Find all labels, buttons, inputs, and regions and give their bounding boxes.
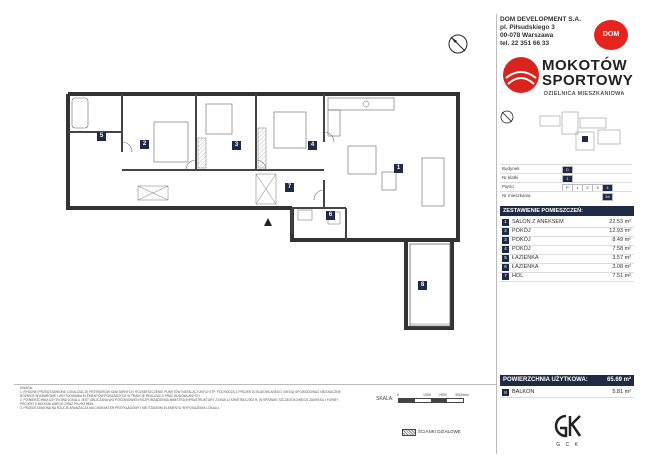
north-compass-icon <box>447 33 469 55</box>
room-name: ŁAZIENKA <box>512 264 539 270</box>
info-cell: 2 <box>582 184 593 192</box>
brand-logo <box>500 54 640 104</box>
room-name: HOL <box>512 273 524 279</box>
room-num: 7 <box>502 273 509 280</box>
key-plan <box>536 108 630 156</box>
vertical-divider <box>496 14 497 454</box>
dom-logo: DOM <box>594 20 628 50</box>
room-num: 4 <box>502 246 509 253</box>
info-label: Nr mieszkania <box>502 193 531 198</box>
info-cell: D <box>562 166 573 174</box>
room-area: 22.53 m² <box>609 219 631 225</box>
wardrobe <box>258 128 266 168</box>
balcony-area: 5.81 m² <box>612 389 631 395</box>
room-row <box>500 272 634 282</box>
notes-title: UWAGA: <box>20 386 33 390</box>
gck-text: G C K <box>556 442 580 448</box>
kitchen-counter <box>328 98 394 110</box>
info-row-building <box>500 164 632 173</box>
bed-room-2 <box>154 122 188 162</box>
room-num: 1 <box>502 219 509 226</box>
brand-circle-icon <box>502 56 540 94</box>
bed-room-3 <box>206 104 232 134</box>
balcony-num: 8 <box>502 389 509 396</box>
info-row-apartment-number <box>500 191 632 200</box>
dining-table <box>348 146 376 174</box>
small-compass-icon <box>500 110 514 124</box>
total-label: POWIERZCHNIA UŻYTKOWA: <box>503 377 588 383</box>
scale-label: SKALA: <box>376 396 394 402</box>
bathtub <box>72 98 88 128</box>
plan-label-6: 6 <box>326 211 335 220</box>
sofa <box>422 158 444 206</box>
scale-mark: 3000mm <box>455 393 469 397</box>
plan-label-8: 8 <box>418 281 427 290</box>
developer-street: pl. Piłsudskiego 3 <box>500 24 555 31</box>
scale-mark: 1000 <box>423 393 431 397</box>
horizontal-divider <box>14 384 496 385</box>
plan-label-2: 2 <box>140 140 149 149</box>
balcony-area <box>410 244 450 326</box>
room-num: 5 <box>502 255 509 262</box>
scale-mark: 0 <box>397 393 399 397</box>
plan-label-4: 4 <box>308 141 317 150</box>
info-row-floor <box>500 182 632 191</box>
room-num: 6 <box>502 264 509 271</box>
info-cell: P <box>562 184 573 192</box>
note-item: 2. POWIERZCHNIA UŻYTKOWA LOKALU JEST OBLICZANA WG POSTANOWIEŃ ROZPORZĄDZENIA MINISTRA INFRASTRUKTURY Z DNIA 12 KWIETNIA 2002 R. W SPRAWIE SZCZEGÓŁOWEGO ZAKRESU I FORMY PROJEKTU BUDOWLANEGO ORAZ PN-ISO 9836. <box>20 397 339 406</box>
brand-line1: MOKOTÓW <box>542 57 628 74</box>
balcony-row <box>500 388 634 398</box>
room-area: 7.58 m² <box>612 246 631 252</box>
notes <box>20 387 350 410</box>
info-label: Budynek <box>502 166 520 171</box>
info-cell: 1 <box>572 184 583 192</box>
floor-plan <box>66 92 466 334</box>
developer-phone: tel. 22 351 66 33 <box>500 40 550 47</box>
entrance-arrow-icon <box>264 218 272 226</box>
brand-title <box>542 58 633 88</box>
info-cell: 3 <box>592 184 603 192</box>
info-cell: 1 <box>562 175 573 183</box>
brand-line2: SPORTOWY <box>542 72 634 89</box>
room-name: SALON Z ANEKSEM <box>512 219 564 225</box>
room-area: 3.57 m² <box>612 255 631 261</box>
room-area: 7.51 m² <box>612 273 631 279</box>
total-area <box>500 375 634 386</box>
wardrobe <box>198 138 206 168</box>
room-area: 12.93 m² <box>609 228 631 234</box>
room-name: ŁAZIENKA <box>512 255 539 261</box>
room-area: 8.49 m² <box>612 237 631 243</box>
plan-label-3: 3 <box>232 141 241 150</box>
balcony-name: BALKON <box>512 389 535 395</box>
gck-logo <box>548 412 588 452</box>
plan-label-7: 7 <box>285 183 294 192</box>
plan-label-5: 5 <box>97 132 106 141</box>
scale-bar <box>398 398 464 403</box>
gck-logo-icon <box>548 412 588 442</box>
room-area: 3.08 m² <box>612 264 631 270</box>
note-item: 1. RYSUNKI PRZEDSTAWIONE LOKALIZACJĘ PRZYBORÓW SANITARNYCH, ROZMIESZCZENIE PUNKTÓW INSTALACYJNYCH ITP. POCHODZĄ Z PROJEKTU BUDOWLANEGO I MOGĄ SPOWODOWAĆ NIEZNACZNE RÓŻNICE WYMIAROWE I USYTUOWANIA ELEMENTÓW POKAZANYCH W TRAKCIE REALIZACJI PRAC BUDOWLANYCH. <box>20 389 341 398</box>
info-label: Nr klatki <box>502 175 519 180</box>
rooms-title: ZESTAWIENIE POMIESZCZEŃ: <box>500 206 634 216</box>
interior-walls <box>68 94 346 240</box>
room-name: POKÓJ <box>512 246 531 252</box>
room-name: POKÓJ <box>512 228 531 234</box>
info-label: Piętro <box>502 184 514 189</box>
brand-subtitle: DZIELNICA MIESZKANIOWA <box>544 91 625 97</box>
walls-legend-swatch <box>402 429 416 436</box>
note-item: 3. PRZEDSTAWIONA NA RZUCIE ARANŻACJA MA CHARAKTER PRZYKŁADOWY I NIE STANOWI ELEMENTU WYPOSAŻENIA LOKALU. <box>20 405 220 410</box>
plan-label-1: 1 <box>394 164 403 173</box>
room-name: POKÓJ <box>512 237 531 243</box>
info-cell: 34 <box>602 193 613 201</box>
walls-legend-label: ŚCIANKI DZIAŁOWE <box>418 429 461 434</box>
developer-address <box>500 16 581 48</box>
bed-room-4 <box>274 112 306 148</box>
room-num: 3 <box>502 237 509 244</box>
coffee-table <box>382 172 396 190</box>
scale-mark: 2000 <box>439 393 447 397</box>
room-num: 2 <box>502 228 509 235</box>
info-cell: 4 <box>602 184 613 192</box>
total-value: 65.69 m² <box>606 377 631 383</box>
info-row-staircase <box>500 173 632 182</box>
developer-city: 00-078 Warszawa <box>500 32 554 39</box>
developer-name: DOM DEVELOPMENT S.A. <box>500 16 581 23</box>
